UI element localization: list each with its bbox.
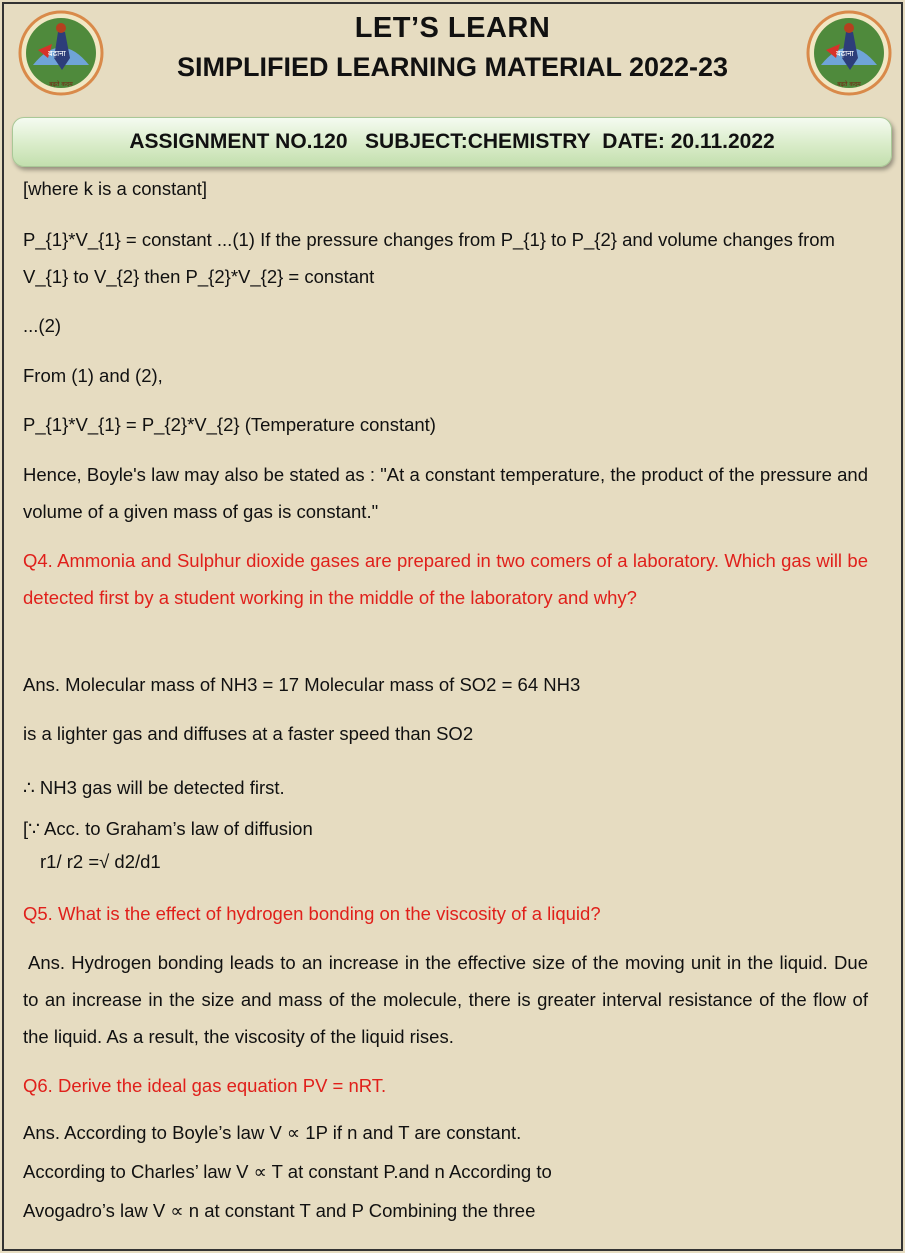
answer-6-line-1: Ans. According to Boyle’s law V ∝ 1P if n and T are constant. bbox=[23, 1122, 522, 1143]
paragraph-5: P_{1}*V_{1} = P_{2}*V_{2} (Temperature constant) bbox=[23, 414, 436, 435]
answer-5: Ans. Hydrogen bonding leads to an increase in the effective size of the moving unit in the liquid. Due to an increase in the size and mass of the molecule, there is greater interval resistance of the flow of the liquid. As a result, the viscosity of the liquid rises. bbox=[23, 952, 868, 1047]
svg-text:बढ़ाना: बढ़ाना bbox=[836, 49, 854, 58]
answer-4-formula: r1/ r2 =√ d2/d1 bbox=[40, 851, 161, 872]
svg-text:बढ़ते कदम: बढ़ते कदम bbox=[49, 81, 73, 88]
paragraph-4: From (1) and (2), bbox=[23, 365, 163, 386]
subject: SUBJECT:CHEMISTRY bbox=[365, 130, 591, 153]
question-5: Q5. What is the effect of hydrogen bonding on the viscosity of a liquid? bbox=[23, 903, 601, 924]
answer-6-line-2: According to Charles’ law V ∝ T at constant P.and n According to bbox=[23, 1161, 552, 1182]
svg-text:बढ़ाना: बढ़ाना bbox=[48, 49, 66, 58]
date: DATE: 20.11.2022 bbox=[602, 130, 775, 153]
answer-4-line-1: Ans. Molecular mass of NH3 = 17 Molecular mass of SO2 = 64 NH3 bbox=[23, 674, 581, 695]
answer-4-line-4: [∵ Acc. to Graham’s law of diffusion bbox=[23, 818, 313, 839]
answer-6-line-3: Avogadro’s law V ∝ n at constant T and P Combining the three bbox=[23, 1200, 536, 1221]
answer-4-line-3: ∴ NH3 gas will be detected first. bbox=[23, 777, 285, 798]
paragraph-1: [where k is a constant] bbox=[23, 178, 208, 199]
answer-4-line-2: is a lighter gas and diffuses at a faster speed than SO2 bbox=[23, 723, 474, 744]
question-6: Q6. Derive the ideal gas equation PV = nRT. bbox=[23, 1075, 387, 1096]
svg-text:बढ़ते कदम: बढ़ते कदम bbox=[837, 81, 861, 88]
question-4: Q4. Ammonia and Sulphur dioxide gases are prepared in two comers of a laboratory. Which gas will be detected first by a student working in the middle of the laboratory and why? bbox=[23, 550, 868, 608]
header-subtitle: SIMPLIFIED LEARNING MATERIAL 2022-23 bbox=[176, 52, 729, 82]
paragraph-6: Hence, Boyle's law may also be stated as : "At a constant temperature, the product of the pressure and volume of a given mass of gas is constant." bbox=[23, 464, 868, 522]
paragraph-2: P_{1}*V_{1} = constant ...(1) If the pressure changes from P_{1} to P_{2} and volume changes from V_{1} to V_{2} then P_{2}*V_{2} = constant bbox=[23, 229, 835, 287]
header-title: LET’S LEARN bbox=[354, 12, 551, 44]
assignment-banner bbox=[12, 117, 892, 167]
assignment-number: ASSIGNMENT NO.120 bbox=[129, 130, 348, 153]
paragraph-3: ...(2) bbox=[23, 315, 62, 336]
